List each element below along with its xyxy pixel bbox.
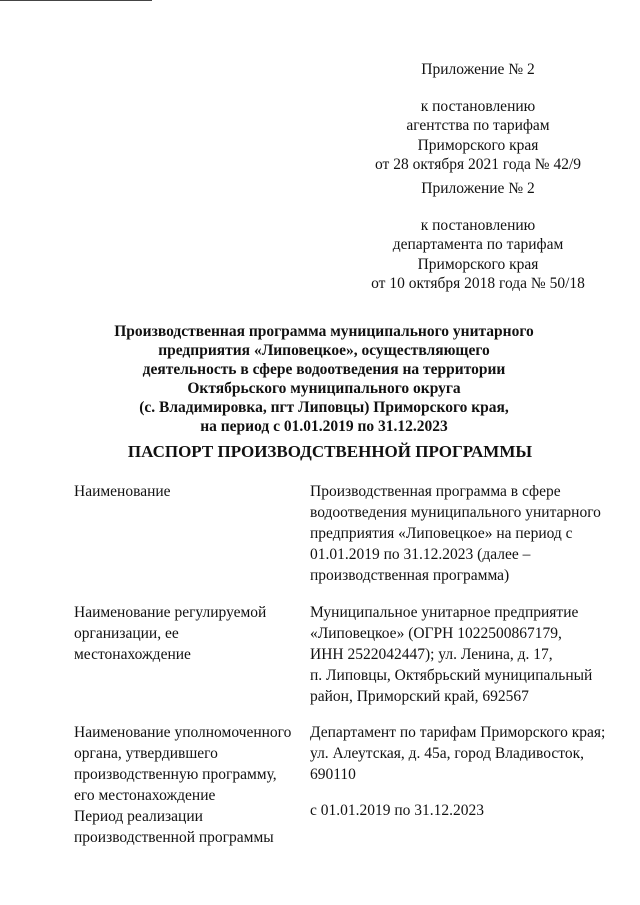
value-line: Департамент по тарифам Приморского края; [310, 724, 606, 741]
value-line: предприятия «Липовецкое» на период с [310, 525, 573, 542]
approval-1-heading: Приложение № 2 [421, 61, 535, 78]
label-line: его местонахождение [74, 787, 216, 804]
value-line: водоотведения муниципального унитарного [310, 504, 601, 521]
value-line: ул. Алеутская, д. 45а, город Владивосток, [310, 745, 585, 762]
approval-1-line: от 28 октября 2021 года № 42/9 [375, 156, 581, 173]
label-line: Наименование уполномоченного [74, 724, 292, 741]
title-line: Производственная программа муниципального унитарного [114, 323, 534, 340]
passport-label-organization [74, 602, 294, 665]
passport-label-name [74, 481, 294, 502]
approval-1-line: к постановлению [420, 97, 536, 115]
passport-label-authority [74, 722, 294, 806]
approval-1-line: Приморского края [417, 136, 539, 154]
title-line: на период с 01.01.2019 по 31.12.2023 [200, 418, 448, 435]
value-line: 01.01.2019 по 31.12.2023 (далее – [310, 546, 531, 563]
passport-value-organization [310, 602, 620, 707]
value-line: «Липовецкое» (ОГРН 1022500867179, [310, 625, 562, 642]
label-line: Период реализации [74, 808, 203, 825]
label-line: организации, ее [74, 625, 179, 642]
approval-2-line: департамента по тарифам [392, 236, 564, 253]
value-line: район, Приморский край, 692567 [310, 688, 529, 705]
scan-edge-line [0, 0, 152, 1]
label-line: органа, утвердившего [74, 745, 218, 762]
label-line: местонахождение [74, 646, 191, 663]
passport-value-period [310, 800, 620, 821]
passport-label-period [74, 806, 294, 848]
passport-value-authority [310, 722, 620, 785]
label-line: Наименование [74, 483, 171, 500]
approval-block-1 [370, 60, 586, 175]
label-line: производственную программу, [74, 766, 277, 783]
value-line: ИНН 2522042447); ул. Ленина, д. 17, [310, 646, 553, 663]
approval-2-line: Приморского края [417, 255, 539, 273]
value-line: Производственная программа в сфере [310, 483, 561, 500]
value-line: Муниципальное унитарное предприятие [310, 604, 579, 621]
approval-2-line: к постановлению [420, 216, 536, 234]
passport-heading: ПАСПОРТ ПРОИЗВОДСТВЕННОЙ ПРОГРАММЫ [127, 442, 533, 461]
title-line: предприятия «Липовецкое», осуществляющего [158, 342, 490, 359]
title-line: деятельность в сфере водоотведения на территории [142, 361, 506, 378]
approval-1-line: агентства по тарифам [406, 117, 550, 134]
program-title [100, 322, 548, 436]
approval-2-line: от 10 октября 2018 года № 50/18 [371, 275, 585, 292]
value-line: с 01.01.2019 по 31.12.2023 [310, 802, 485, 819]
value-line: 690110 [310, 766, 356, 783]
value-line: п. Липовцы, Октябрьский муниципальный [310, 667, 593, 684]
title-line: Октябрьского муниципального округа [187, 380, 461, 397]
passport-value-name [310, 481, 620, 586]
approval-block-2 [370, 179, 586, 294]
label-line: Наименование регулируемой [74, 604, 267, 621]
approval-2-heading: Приложение № 2 [421, 180, 535, 197]
value-line: производственная программа) [310, 567, 510, 584]
title-line: (с. Владимировка, пгт Липовцы) Приморского края, [139, 399, 509, 416]
label-line: производственной программы [74, 829, 274, 846]
